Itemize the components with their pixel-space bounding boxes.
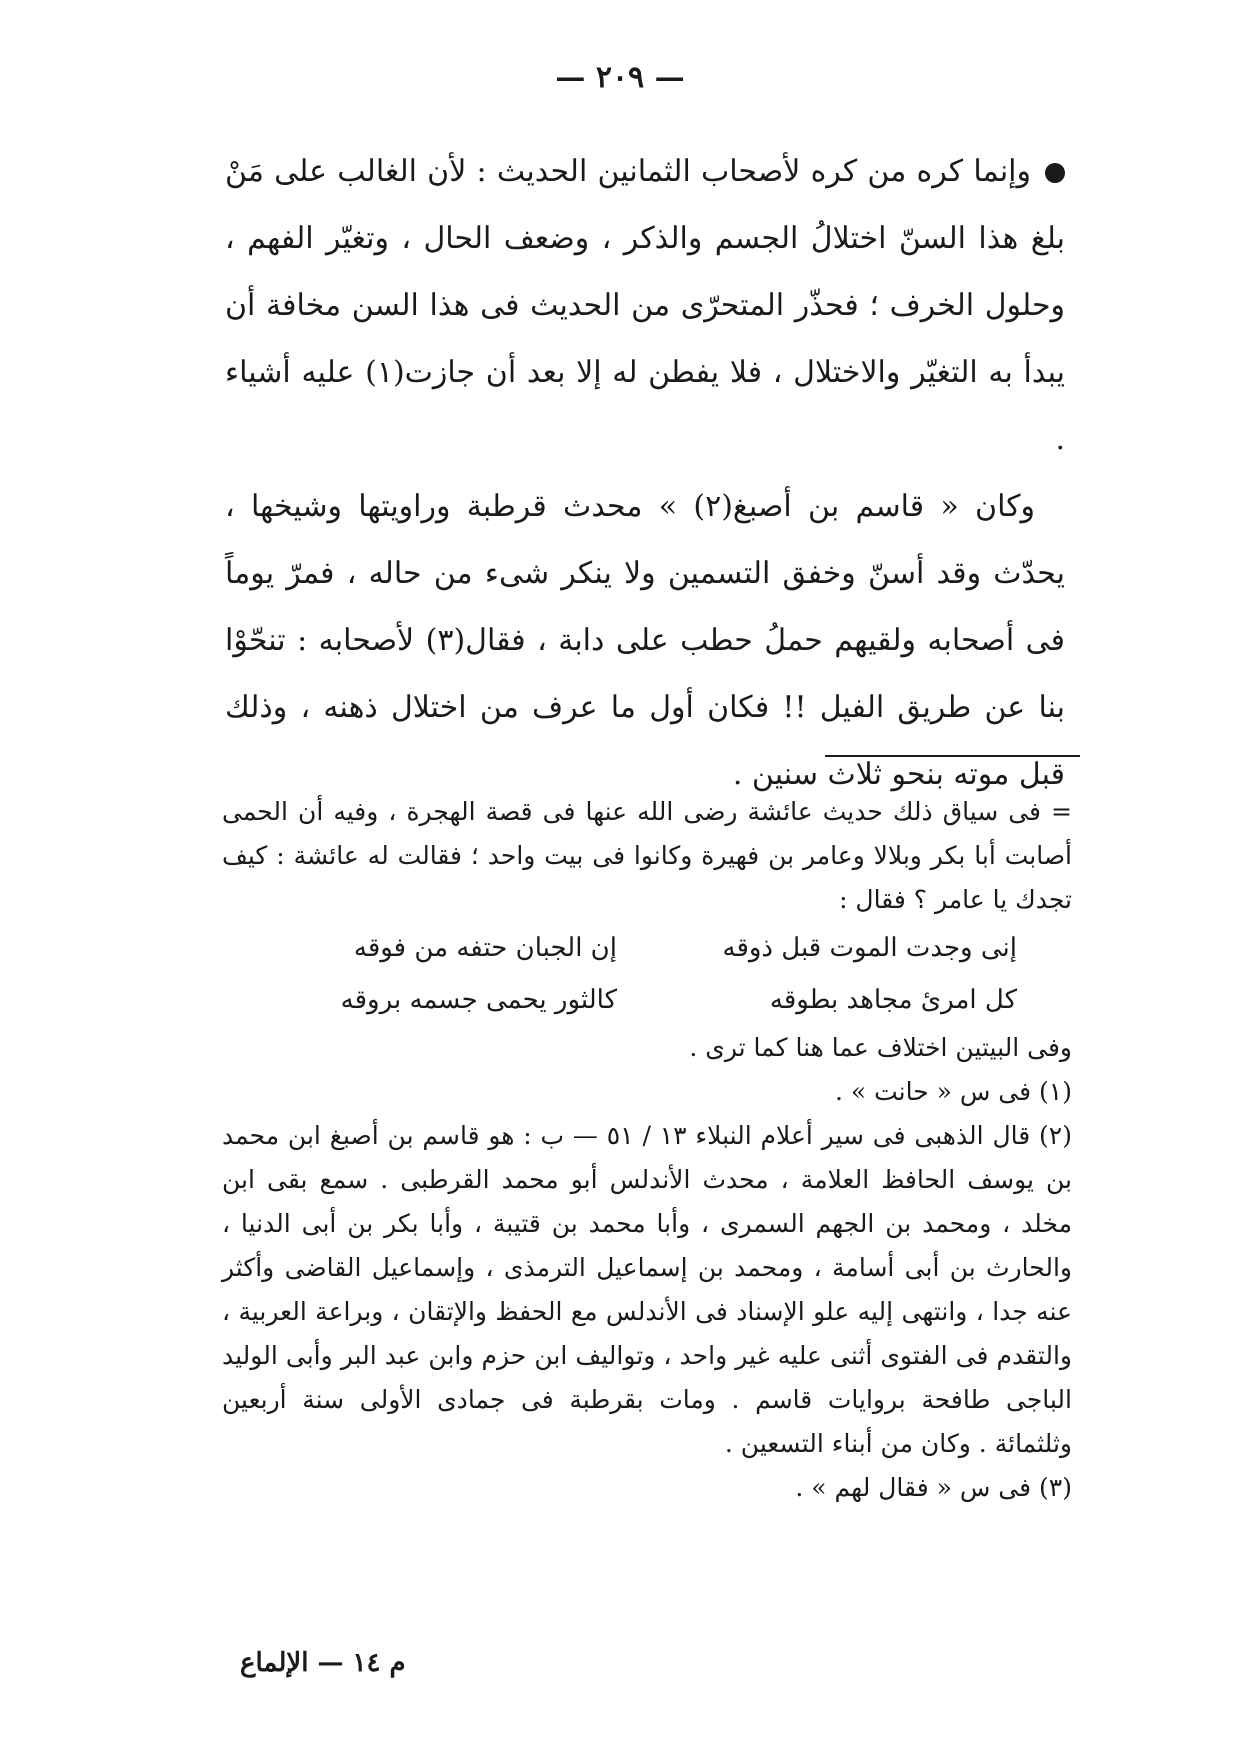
signature-mark: م ١٤ — الإلماع (240, 1648, 406, 1678)
page-number: — ٢٠٩ — (555, 60, 685, 95)
verse-1-first-hemistich: إنى وجدت الموت قبل ذوقه (722, 933, 1017, 963)
paragraph-2-text: وكان « قاسم بن أصبغ(٢) » محدث قرطبة وراويتها وشيخها ، يحدّث وقد أسنّ وخفق التسمين ولا ينكر شىء من حاله ، فمرّ يوماً فى أصحابه ولقيهم حملُ حطب على دابة ، فقال(٣) لأصحابه : تنحّوْا بنا عن طريق الفيل !! فكان أول ما عرف من اختلال ذهنه ، وذلك قبل موته بنحو ثلاث سنين . (225, 489, 1065, 792)
verse-line-2 (222, 974, 1072, 1026)
paragraph-1-text: وإنما كره من كره لأصحاب الثمانين الحديث : لأن الغالب على مَنْ بلغ هذا السنّ اختلالُ الجسم والذكر ، وضعف الحال ، وتغيّر الفهم ، وحلول الخرف ؛ فحذّر المتحرّى من الحديث فى هذا السن مخافة أن يبدأ به التغيّر والاختلال ، فلا يفطن له إلا بعد أن جازت(١) عليه أشياء . (225, 154, 1065, 457)
footnote-after-verses: وفى البيتين اختلاف عما هنا كما ترى . (689, 1033, 1072, 1062)
paragraph-1 (225, 138, 1065, 473)
paragraph-2 (225, 473, 1065, 808)
verse-2-first-hemistich: كل امرئ مجاهد بطوقه (769, 985, 1017, 1015)
verse-line-1 (222, 922, 1072, 974)
verse-2-second-hemistich: كالثور يحمى جسمه بروقه (340, 985, 617, 1015)
footnote-2: (٢) قال الذهبى فى سير أعلام النبلاء ١٣ / ٥١ — ب : هو قاسم بن أصبغ ابن محمد بن يوسف الحافظ العلامة ، محدث الأندلس أبو محمد القرطبى . سمع بقى ابن مخلد ، ومحمد بن الجهم السمرى ، وأبا محمد بن قتيبة ، وأبا بكر بن أبى الدنيا ، والحارث بن أبى أسامة ، ومحمد بن إسماعيل الترمذى ، وإسماعيل القاضى وأكثر عنه جدا ، وانتهى إليه علو الإسناد فى الأندلس مع الحفظ والإتقان ، وبراعة العربية ، والتقدم فى الفتوى أثنى عليه غير واحد ، وتواليف ابن حزم وابن عبد البر وأبى الوليد الباجى طافحة بروايات قاسم . ومات بقرطبة فى جمادى الأولى سنة أربعين وثلثمائة . وكان من أبناء التسعين . (222, 1121, 1072, 1458)
verse-1-second-hemistich: إن الجبان حتفه من فوقه (353, 933, 617, 963)
footnotes (222, 790, 1072, 1510)
main-text (225, 138, 1065, 808)
bullet-icon (1045, 163, 1065, 183)
footnote-1: (١) فى س « حانت » . (834, 1077, 1072, 1106)
footnote-3: (٣) فى س « فقال لهم » . (795, 1473, 1072, 1502)
footnote-continuation: = فى سياق ذلك حديث عائشة رضى الله عنها فى قصة الهجرة ، وفيه أن الحمى أصابت أبا بكر وبلالا وعامر بن فهيرة وكانوا فى بيت واحد ؛ فقالت له عائشة : كيف تجدك يا عامر ؟ فقال : (222, 797, 1072, 914)
footnote-divider (825, 755, 1080, 757)
